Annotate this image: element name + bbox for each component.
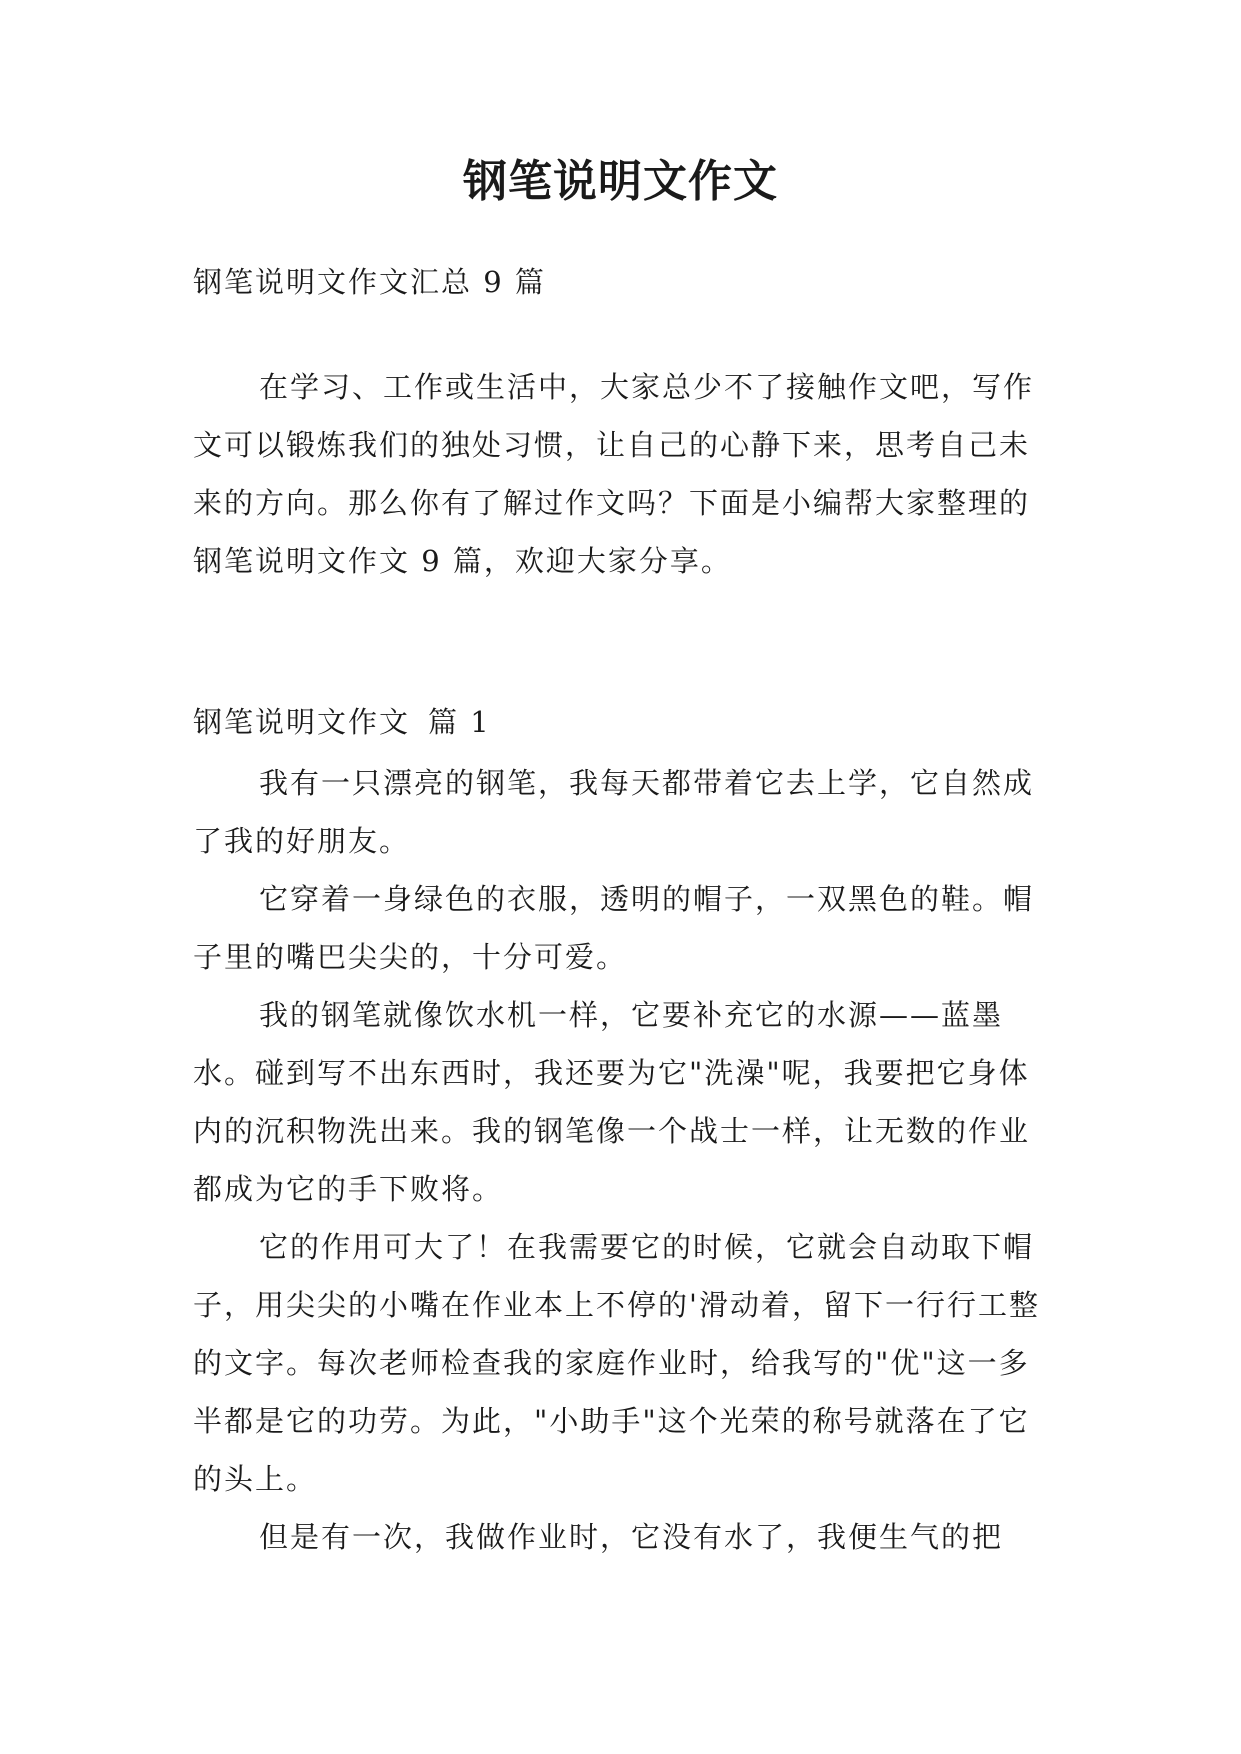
section-heading xyxy=(193,702,491,742)
section-number: 篇 1 xyxy=(428,705,491,739)
document-subtitle: 钢笔说明文作文汇总 9 篇 xyxy=(193,265,546,299)
body-paragraph: 我有一只漂亮的钢笔，我每天都带着它去上学，它自然成了我的好朋友。 xyxy=(193,766,1035,858)
section-heading-text: 钢笔说明文作文 xyxy=(193,705,411,739)
document-title: 钢笔说明文作文 xyxy=(463,156,778,207)
body-paragraph: 它的作用可大了！在我需要它的时候，它就会自动取下帽子，用尖尖的小嘴在作业本上不停的'滑动着，留下一行行工整的文字。每次老师检查我的家庭作业时，给我写的"优"这一多半都是它的功劳。为此，"小助手"这个光荣的称号就落在了它的头上。 xyxy=(193,1230,1040,1496)
body-paragraph: 我的钢笔就像饮水机一样，它要补充它的水源——蓝墨水。碰到写不出东西时，我还要为它"洗澡"呢，我要把它身体内的沉积物洗出来。我的钢笔像一个战士一样，让无数的作业都成为它的手下败将。 xyxy=(193,998,1031,1206)
intro-paragraph: 在学习、工作或生活中，大家总少不了接触作文吧，写作文可以锻炼我们的独处习惯，让自己的心静下来，思考自己未来的方向。那么你有了解过作文吗？下面是小编帮大家整理的钢笔说明文作文 9 篇，欢迎大家分享。 xyxy=(193,370,1035,578)
body-paragraph: 但是有一次，我做作业时，它没有水了，我便生气的把 xyxy=(259,1520,1004,1554)
body-paragraph: 它穿着一身绿色的衣服，透明的帽子，一双黑色的鞋。帽子里的嘴巴尖尖的，十分可爱。 xyxy=(193,882,1035,974)
